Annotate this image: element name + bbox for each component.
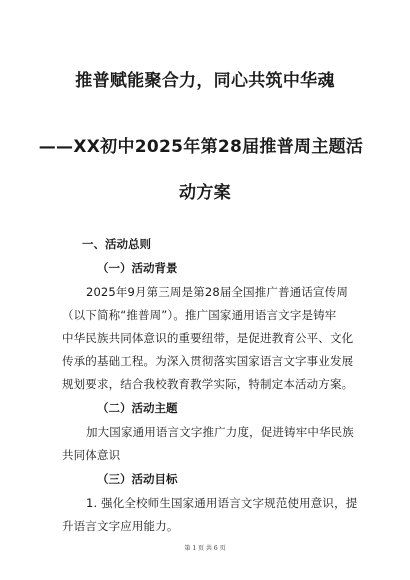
paragraph-line: 1. 强化全校师生国家通用语言文字规范使用意识，提 [86, 496, 358, 510]
subheading-theme: （二）活动主题 [97, 401, 178, 415]
paragraph-line: 共同体意识 [62, 448, 121, 462]
page-number-footer: 第 1 页 共 6 页 [184, 545, 226, 552]
paragraph-line: 中华民族共同体意识的重要纽带，是促进教育公平、文化 [62, 331, 354, 345]
paragraph-line: 升语言文字应用能力。 [62, 519, 179, 533]
document-title-line-1: 推普赋能聚合力，同心共筑中华魂 [75, 71, 335, 91]
paragraph-line: 加大国家通用语言文字推广力度，促进铸牢中华民族 [86, 425, 354, 439]
subheading-background: （一）活动背景 [97, 261, 178, 275]
paragraph-line: （以下简称“推普周”）。推广国家通用语言文字是铸牢 [62, 308, 337, 322]
document-title-line-2: ——XX初中2025年第28届推普周主题活 [38, 137, 364, 157]
subheading-goals: （三）活动目标 [97, 472, 178, 486]
paragraph-line: 传承的基础工程。为深入贯彻落实国家语言文字事业发展 [62, 354, 354, 368]
paragraph-line: 2025年9月第三周是第28届全国推广普通话宣传周 [86, 285, 348, 299]
document-title-line-3: 动方案 [179, 183, 231, 203]
section-heading-general: 一、活动总则 [82, 237, 151, 251]
paragraph-line: 规划要求，结合我校教育教学实际，特制定本活动方案。 [62, 377, 354, 391]
